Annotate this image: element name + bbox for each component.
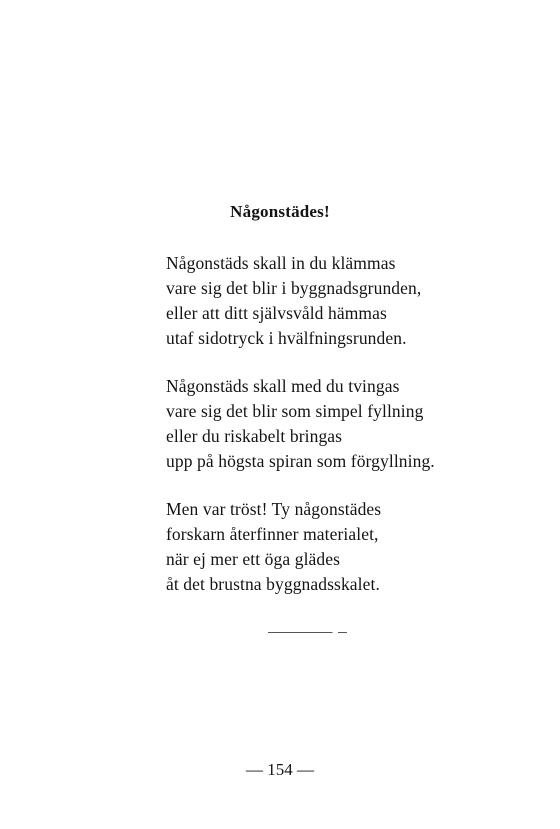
verse-line: eller att ditt självsvåld hämmas xyxy=(166,303,387,323)
verse-line: eller du riskabelt bringas xyxy=(166,426,343,446)
verse-line: Någonstäds skall in du klämmas xyxy=(166,253,396,273)
verse-line: vare sig det blir som simpel fyllning xyxy=(166,401,424,421)
stanza xyxy=(166,251,486,351)
verse-line: åt det brustna byggnadsskalet. xyxy=(166,574,380,594)
stanza xyxy=(166,374,486,474)
poem-title: Någonstädes! xyxy=(230,202,330,221)
stanza xyxy=(166,497,486,597)
verse-line: när ej mer ett öga glädes xyxy=(166,549,341,569)
section-divider xyxy=(268,632,360,633)
page-number: — 154 — xyxy=(246,760,314,779)
verse-line: utaf sidotryck i hvälfningsrunden. xyxy=(166,328,407,348)
verse-line: vare sig det blir i byggnadsgrunden, xyxy=(166,278,422,298)
verse-line: Men var tröst! Ty någonstädes xyxy=(166,499,382,519)
verse-line: Någonstäds skall med du tvingas xyxy=(166,376,400,396)
verse-line: forskarn återfinner materialet, xyxy=(166,524,379,544)
verse-line: upp på högsta spiran som förgyllning. xyxy=(166,451,435,471)
